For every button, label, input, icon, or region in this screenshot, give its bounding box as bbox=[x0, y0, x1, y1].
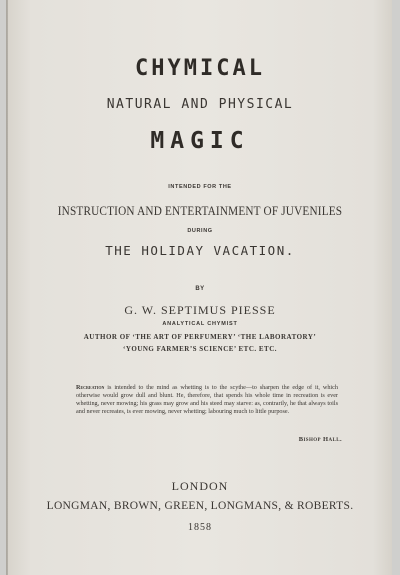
epigraph-lead-word: Recreation bbox=[76, 384, 105, 391]
epigraph-text: is intended to the mind as whetting is to the scythe—to sharpen the edge of it, which otherwise would grow dull and blunt. He, therefore, that spends his whole time in recreation is ever whetting, never mowing; his grass may grow and his steed may starve: as, contrarily, he that always toils and never recreates, is ever mowing, never whetting; labouring much to little purpose. bbox=[76, 384, 338, 415]
book-title: CHYMICAL bbox=[135, 56, 265, 81]
imprint-city: LONDON bbox=[171, 479, 229, 493]
by-line: BY bbox=[195, 286, 205, 292]
occasion-line: THE HOLIDAY VACATION. bbox=[105, 243, 295, 258]
imprint-publisher: LONGMAN, BROWN, GREEN, LONGMANS, & ROBERTS. bbox=[46, 500, 354, 512]
book-main-word: MAGIC bbox=[150, 128, 250, 154]
author-works-line-1: AUTHOR OF ‘THE ART OF PERFUMERY’ ‘THE LABORATORY’ bbox=[83, 333, 317, 341]
purpose-line: INSTRUCTION AND ENTERTAINMENT OF JUVENILES bbox=[57, 204, 343, 218]
book-subtitle: NATURAL AND PHYSICAL bbox=[106, 97, 294, 112]
author-name: G. W. SEPTIMUS PIESSE bbox=[124, 303, 276, 317]
epigraph bbox=[76, 384, 338, 416]
intended-for-line: INTENDED FOR THE bbox=[168, 184, 232, 190]
epigraph-attribution: Bishop Hall. bbox=[298, 436, 342, 443]
during-line: DURING bbox=[187, 228, 213, 234]
imprint-year: 1858 bbox=[188, 522, 212, 533]
author-works-line-2: ‘YOUNG FARMER’S SCIENCE’ ETC. ETC. bbox=[122, 345, 278, 353]
author-title: ANALYTICAL CHYMIST bbox=[162, 321, 238, 327]
